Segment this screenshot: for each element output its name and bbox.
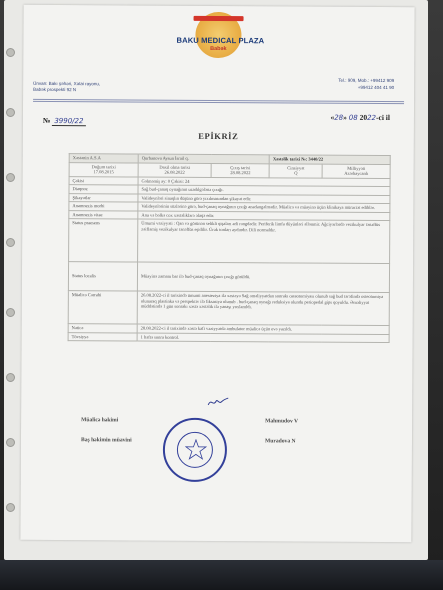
deputy-chief-name: Muradova N bbox=[264, 438, 296, 445]
row-label: Çəkisi bbox=[69, 176, 138, 185]
deputy-chief-label: Baş həkimin müavini bbox=[80, 437, 132, 444]
row-value: Müayinə zamanı bar ilə bud-çanaq oynağının çıxığı görüldü. bbox=[137, 262, 389, 293]
number-label: № bbox=[42, 115, 51, 125]
stamp-star-icon bbox=[185, 439, 207, 461]
binder-holes bbox=[6, 8, 14, 548]
logo-subtitle: Babək bbox=[210, 45, 227, 53]
gender-cell bbox=[269, 163, 322, 177]
document-page bbox=[20, 5, 414, 542]
table-row bbox=[68, 332, 389, 342]
doctor-label: Müalicə həkimi bbox=[81, 417, 119, 424]
row-label: Anamnezis vitae bbox=[69, 210, 138, 219]
patient-name: Qurbanova Aysun İsrail q. bbox=[138, 154, 269, 163]
official-stamp bbox=[163, 418, 227, 482]
contact-line: +99412 404 41 90 bbox=[357, 84, 395, 91]
doctor-name: Mahmudov V bbox=[265, 418, 299, 425]
birth-date-cell bbox=[69, 162, 138, 176]
nationality-cell bbox=[322, 164, 390, 178]
history-number: Xəstəlik tarixi №: 3440/22 bbox=[269, 155, 390, 164]
date-suffix: -ci il bbox=[375, 112, 390, 123]
document-number bbox=[43, 116, 86, 125]
cell-title: Doğum tarixi bbox=[91, 163, 116, 169]
cell-value: Azərbaycanlı bbox=[344, 170, 369, 176]
document-date: «28» 08 2022-ci il bbox=[330, 112, 390, 123]
row-label: Status praesens bbox=[69, 219, 138, 262]
number-value: 3990/22 bbox=[52, 117, 85, 126]
row-value: Gəlməmiş ay: 0 Çəkisi: 24 bbox=[138, 177, 390, 187]
row-value: 28.08.2022-ci il tarixində xəstə kafi vəziyyətdə ambulator müalicə üçün evə yazıldı. bbox=[137, 324, 389, 334]
row-label: Status localis bbox=[68, 262, 137, 291]
clinic-logo bbox=[173, 12, 263, 71]
date-year-prefix: 20 bbox=[359, 112, 368, 122]
discharge-date-cell bbox=[211, 163, 269, 177]
cell-title: Milliyyəti bbox=[347, 165, 366, 171]
contact-line: Tel.: 909, Mob.: +99412 909 bbox=[338, 77, 395, 84]
cell-value: 28.08.2022 bbox=[230, 170, 251, 176]
table-row bbox=[68, 291, 389, 326]
cell-title: Çıxış tarixi bbox=[230, 164, 251, 170]
logo-text: BAKU MEDICAL PLAZA bbox=[176, 35, 265, 46]
date-month: 08 bbox=[348, 113, 358, 122]
address-line: Babək prospekti 92 N bbox=[33, 86, 77, 93]
date-year-suffix: 22 bbox=[367, 113, 377, 122]
row-value: Valideynlərinin sözlərinə görə, bud-çanaq oynağının çıxığı anadangəlmədir. Müalicə və müayinə üçün klinikaya müraciət ediblər. bbox=[138, 202, 390, 212]
cell-title: Daxil olma tarixi bbox=[159, 164, 191, 170]
row-value: Ümumi vəziyyəti : Qan və görünən selikli qişaları adi rəngdədir. Periferik limfa düyünləri əllənmir. Ağciyərlərdə vezikulyar tənəffüs zəifləmiş vezikulyar tənəffüs eşidilir. Ürək tonları aydındır. Dili normaldır. bbox=[138, 219, 390, 264]
epicrisis-table bbox=[68, 153, 391, 343]
table-row bbox=[69, 219, 390, 264]
table-row bbox=[68, 262, 389, 293]
row-label: Şikayətlər bbox=[69, 193, 138, 202]
row-value: Valideynləri sinaqlın düşünə görə yıxılmasından şikayət edir. bbox=[138, 194, 390, 204]
admission-date-cell bbox=[138, 163, 211, 177]
row-value: 26.08.2022-ci il tarixində ümumi anesteziya ilə xəstəyə Sağ əməliyyatdan sonrakı osteotomiyası olunub sağ bud tərəfində osteotomiya olunaraq plastinka və perspektiv ilə fiksasiya olunub . bud-çanaq oynağı reduksiya olundu periopedal gips qoyuldu. Əməliyyat müddətində 1 gün sonrakı xəstə xəstəlik ilə yanaşı yoxlanıldı. bbox=[137, 291, 389, 326]
patient-label: Xəstənin A.S.A bbox=[69, 154, 138, 163]
date-day: 28 bbox=[334, 113, 344, 122]
clinic-address bbox=[33, 81, 100, 93]
background-edge bbox=[0, 560, 443, 590]
row-label: Nəticə bbox=[68, 324, 137, 333]
row-label: Diaqnoz bbox=[69, 185, 138, 194]
row-label: Müalicə Cərrahi bbox=[68, 291, 137, 324]
cell-value: 17.08.2015 bbox=[93, 169, 114, 175]
handwritten-signature bbox=[207, 396, 229, 408]
row-value: Sağ bud-çanaq oynağının uzadılgələnə çıxığı. bbox=[138, 185, 390, 195]
cell-value: 26.08.2022 bbox=[164, 169, 185, 175]
cell-title: Cinsiyyət bbox=[287, 164, 305, 171]
row-value: 1 həftə sonra kontrol. bbox=[137, 333, 389, 343]
document-title: EPİKRİZ bbox=[198, 130, 239, 142]
clinic-contacts bbox=[338, 77, 394, 91]
row-label: Tövsiyyə bbox=[68, 332, 137, 341]
address-line: Ünvan: Bakı şəhəri, Xətai rayonu, bbox=[33, 80, 101, 87]
logo-ribbon bbox=[194, 16, 244, 21]
row-value: Ana və bəlkə cox xəstəliklərə əlaqə edir. bbox=[138, 211, 390, 221]
row-label: Anamnezis morbi bbox=[69, 202, 138, 211]
cell-value: Q bbox=[294, 170, 298, 176]
